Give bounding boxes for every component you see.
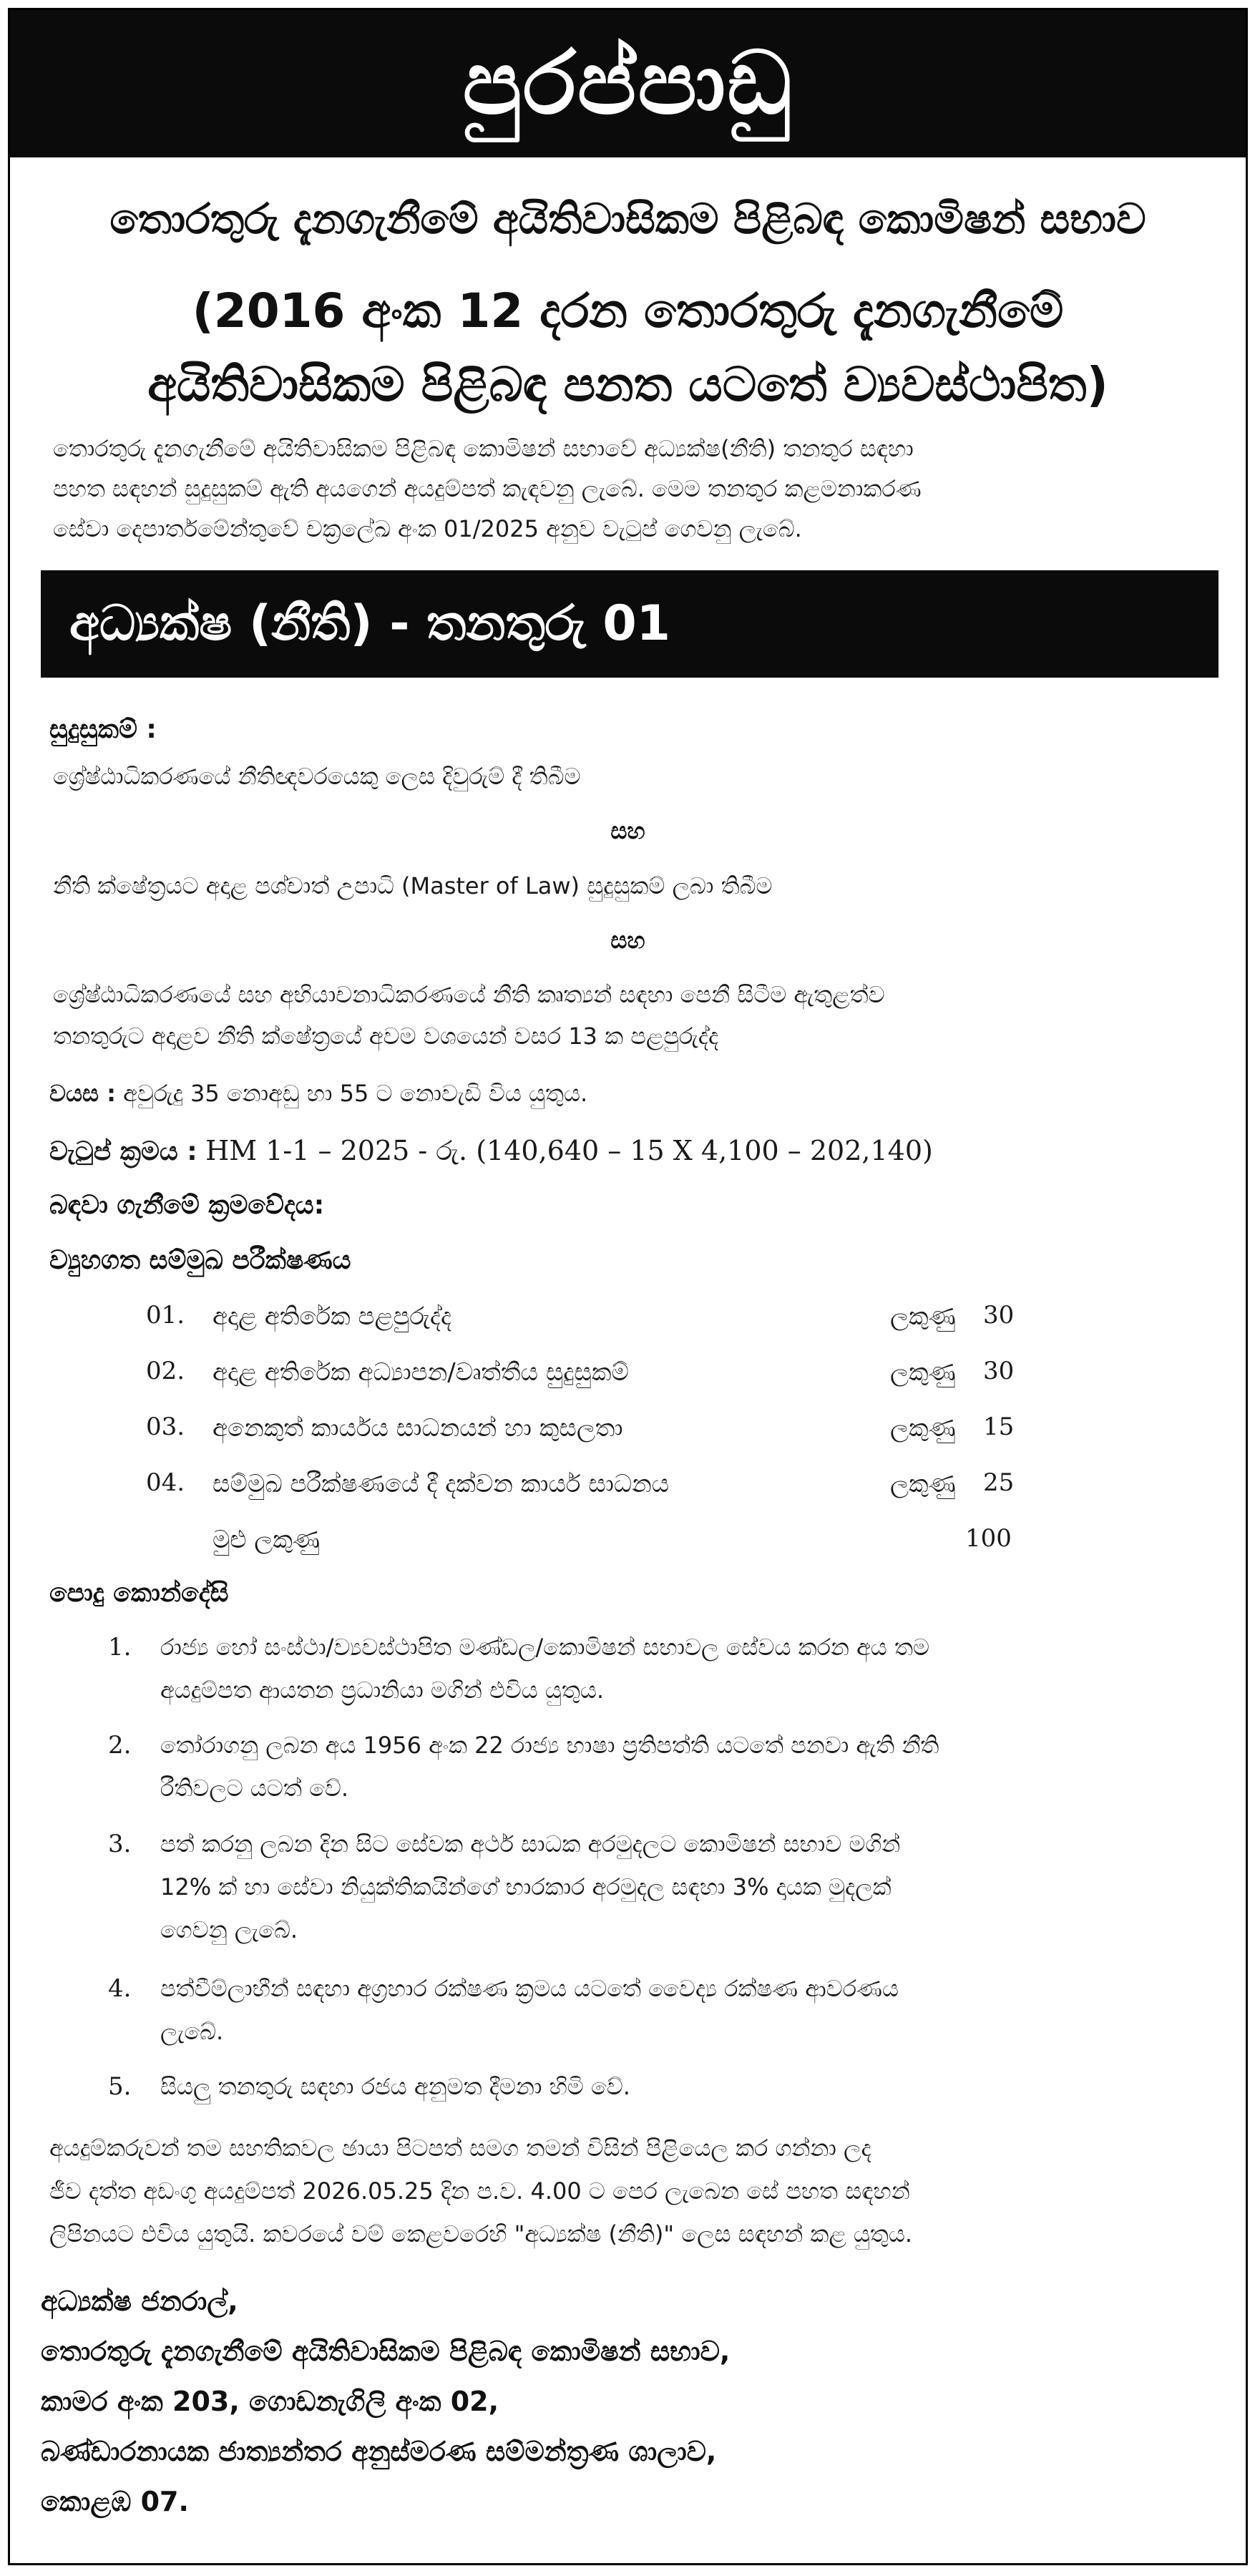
qualification-1: ශ්‍රේෂ්ඨාධිකරණයේ නීතිඥවරයෙකු ලෙස දිවුරුම් දී තිබීම [53, 763, 581, 790]
marks-value: 15 [983, 1413, 1015, 1441]
marks-label: ලකුණු [890, 1358, 956, 1387]
marks-item-label: අදාළ අතිරේක අධ්‍යාපන/වෘත්තීය සුදුසුකම් [213, 1358, 629, 1387]
and-separator-2: සහ [610, 927, 645, 954]
address-line-5: කොළඹ 07. [41, 2486, 189, 2517]
vacancies-banner [10, 10, 1246, 157]
marks-item-number: 02. [146, 1357, 185, 1385]
condition-line: රාජ්‍ය හෝ සංස්ථා/ව්‍යවස්ථාපිත මණ්ඩල/කොමිෂන් සභාවල සේවය කරන අය තම [160, 1634, 929, 1661]
qualifications-heading: සුදුසුකම් : [49, 715, 157, 744]
condition-number: 1. [108, 1633, 132, 1662]
marks-item-number: 04. [146, 1468, 185, 1497]
condition-line: තෝරාගනු ලබන අය 1956 අංක 22 රාජ්‍ය භාෂා ප්‍රතිපත්ති යටතේ පනවා ඇති නීති [160, 1732, 939, 1759]
closing-line-2: ජීව දත්ත අඩංගු අයදුම්පත් 2026.05.25 දින ප.ව. 4.00 ට පෙර ලැබෙන සේ පහත සඳහන් [49, 2177, 910, 2205]
condition-line: පත් කරනු ලබන දින සිට සේවක අර්ථ සාධක අරමුදලට කොමිෂන් සභාව මගින් [160, 1830, 901, 1858]
condition-line: අයදුම්පත ආයතන ප්‍රධානියා මගින් එවිය යුතුය. [160, 1677, 605, 1704]
condition-number: 4. [108, 1974, 132, 2003]
total-marks-value: 100 [965, 1524, 1012, 1553]
marks-item-label: සම්මුඛ පරීක්ෂණයේ දී දක්වන කාර්ය සාධනය [213, 1470, 670, 1498]
post-title-bar [41, 570, 1219, 678]
and-separator-1: සහ [610, 817, 645, 844]
marks-item-label: අදාළ අතිරේක පළපුරුද්ද [213, 1302, 452, 1331]
age-label: වයස : [49, 1080, 116, 1107]
condition-line: ලැබේ. [160, 2018, 224, 2045]
marks-value: 30 [983, 1301, 1015, 1330]
condition-number: 5. [108, 2072, 132, 2101]
intro-line-3: සේවා දෙපාර්තමේන්තුවේ චක්‍රලේඛ අංක 01/2025 අනුව වැටුප් ගෙවනු ලැබේ. [53, 515, 802, 542]
condition-line: සියලු තනතුරු සඳහා රජය අනුමත දීමනා හිමි වේ. [160, 2073, 630, 2100]
qualification-2: නීති ක්ෂේත්‍රයට අදාළ පශ්චාත් උපාධි (Master of Law) සුදුසුකම් ලබා තිබීම [53, 872, 773, 899]
age-row [49, 1080, 587, 1108]
qualification-3-line-1: ශ්‍රේෂ්ඨාධිකරණයේ සහ අභියාචනාධිකරණයේ නීති කෘත්‍යන් සඳහා පෙනී සිටීම ඇතුළත්ව [53, 981, 885, 1008]
address-line-1: අධ්‍යක්ෂ ජනරාල්, [41, 2285, 238, 2317]
marks-label: ලකුණු [890, 1414, 956, 1443]
structured-interview-heading: ව්‍යුහගත සම්මුඛ පරීක්ෂණය [49, 1246, 351, 1275]
marks-value: 25 [983, 1468, 1015, 1497]
condition-number: 2. [108, 1731, 132, 1760]
act-reference-line-1: (2016 අංක 12 දරන තොරතුරු දැනගැනීමේ [192, 283, 1064, 338]
closing-line-1: අයදුම්කරුවන් තම සහතිකවල ඡායා පිටපත් සමග තමන් විසින් පිළියෙල කර ගන්නා ලද [49, 2135, 871, 2162]
address-line-2: තොරතුරු දැනගැනීමේ අයිතිවාසිකම පිළිබඳ කොමිෂන් සභාව, [41, 2336, 731, 2367]
address-line-3: කාමර අංක 203, ගොඩනැගිලි අංක 02, [41, 2386, 499, 2417]
act-reference-line-2: අයිතිවාසිකම පිළිබඳ පනත යටතේ ව්‍යවස්ථාපිත) [147, 357, 1108, 412]
age-text: අවුරුදු 35 නොඅඩු හා 55 ට නොවැඩි විය යුතුය. [123, 1080, 588, 1107]
marks-label: ලකුණු [890, 1470, 956, 1498]
condition-number: 3. [108, 1830, 132, 1858]
banner-title: පුරප්පාඩු [462, 32, 793, 134]
closing-line-3: ලිපිනයට එවිය යුතුයි. කවරයේ වම් කෙළවරෙහි "අධ්‍යක්ෂ (නීති)" ලෙස සඳහන් කළ යුතුය. [49, 2220, 913, 2248]
intro-line-2: පහත සඳහන් සුදුසුකම් ඇති අයගෙන් අයදුම්පත් කැඳවනු ලැබේ. මෙම තනතුර කළමනාකරණ [53, 475, 922, 502]
intro-line-1: තොරතුරු දැනගැනීමේ අයිතිවාසිකම පිළිබඳ කොමිෂන් සභාවේ අධ්‍යක්ෂ(නීති) තනතුර සඳහා [53, 435, 914, 462]
condition-line: පත්වීම්ලාභීන් සඳහා අග්‍රහාර රක්ෂණ ක්‍රමය යටතේ වෛද්‍ය රක්ෂණ ආවරණය [160, 1975, 899, 2002]
condition-line: රීතිවලට යටත් වේ. [160, 1775, 349, 1802]
commission-name-heading: තොරතුරු දැනගැනීමේ අයිතිවාසිකම පිළිබඳ කොමිෂන් සභාව [109, 195, 1146, 243]
qualification-3-line-2: තනතුරුට අදාළව නීති ක්ෂේත්‍රයේ අවම වශයෙන් වසර 13 ක පළපුරුද්ද [53, 1023, 719, 1050]
salary-row [49, 1135, 933, 1167]
marks-item-label: අනෙකුත් කාර්යය සාධනයන් හා කුසලතා [213, 1414, 623, 1443]
marks-label: ලකුණු [890, 1302, 956, 1331]
address-line-4: බණ්ඩාරනායක ජාත්‍යන්තර අනුස්මරණ සම්මන්ත්‍රණ ශාලාව, [41, 2436, 717, 2467]
marks-item-number: 03. [146, 1413, 185, 1441]
recruitment-heading: බඳවා ගැනීමේ ක්‍රමවේදය: [49, 1191, 325, 1220]
salary-scale: HM 1-1 – 2025 - රු. (140,640 – 15 X 4,100 – 202,140) [205, 1135, 933, 1166]
advertisement-frame [8, 8, 1248, 2565]
condition-line: 12% ක් හා සේවා නියුක්තිකයින්ගේ භාරකාර අරමුදල සඳහා 3% දායක මුදලක් [160, 1873, 892, 1901]
salary-label: වැටුප් ක්‍රමය : [49, 1137, 197, 1166]
post-title: අධ්‍යක්ෂ (නීති) - තනතුරු 01 [69, 595, 670, 652]
marks-item-number: 01. [146, 1301, 185, 1330]
condition-line: ගෙවනු ලැබේ. [160, 1916, 298, 1943]
marks-value: 30 [983, 1357, 1015, 1385]
total-marks-label: මුළු ලකුණු [213, 1526, 321, 1554]
general-conditions-heading: පොදු කොන්දේසි [49, 1579, 229, 1608]
